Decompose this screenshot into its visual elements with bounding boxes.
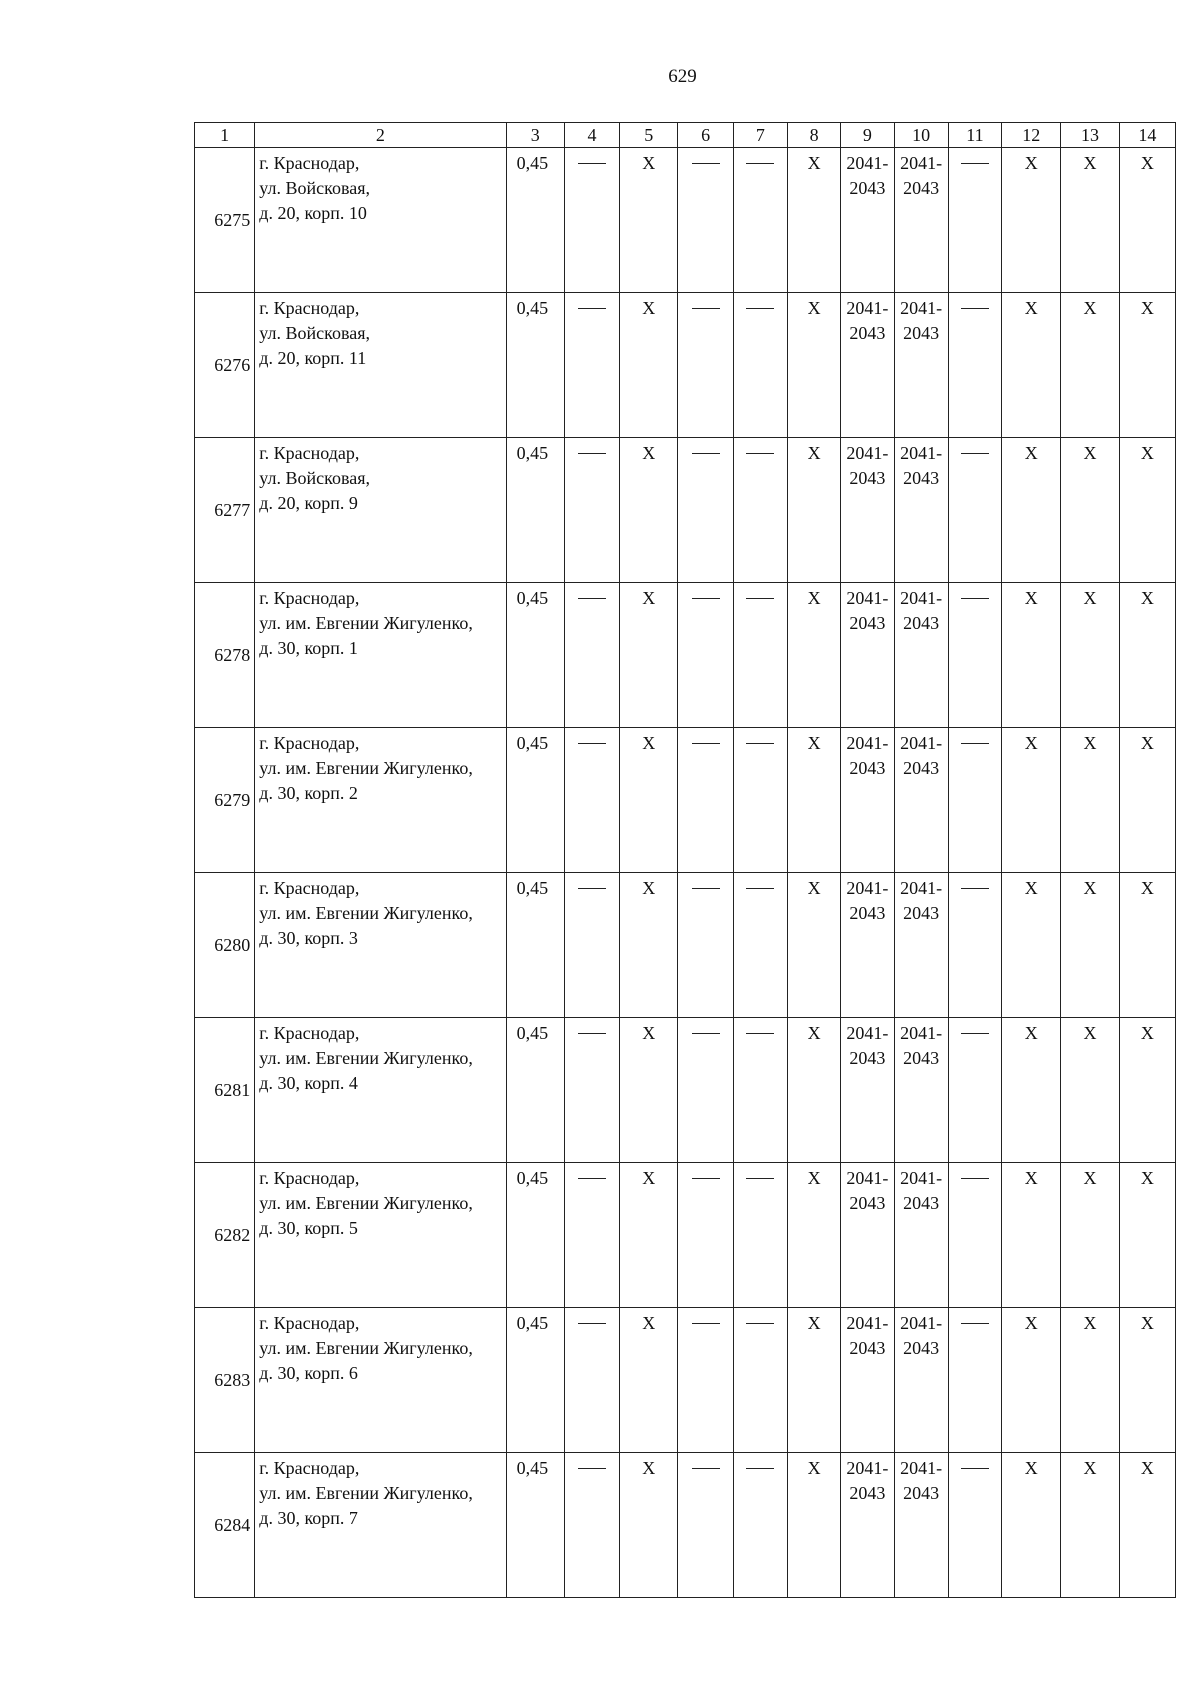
period-start: 2041- — [846, 443, 889, 463]
mark-cell: X — [1119, 583, 1175, 728]
row-number: 6283 — [195, 1308, 255, 1453]
table-row — [195, 728, 1176, 873]
dash-cell — [678, 148, 733, 293]
dash-mark — [746, 308, 774, 309]
mark-cell: X — [1119, 1453, 1175, 1598]
row-number: 6279 — [195, 728, 255, 873]
period-end: 2043 — [903, 758, 940, 778]
period-start: 2041- — [846, 1458, 889, 1478]
mark-cell: X — [787, 1018, 840, 1163]
period-end: 2043 — [903, 1048, 940, 1068]
dash-mark — [961, 1468, 989, 1469]
period-end: 2043 — [903, 178, 940, 198]
value-cell: 0,45 — [506, 1018, 564, 1163]
mark-cell: X — [1002, 728, 1061, 873]
address-building: д. 30, корп. 4 — [259, 1073, 358, 1093]
period-start: 2041- — [900, 1313, 943, 1333]
mark-cell: X — [1061, 438, 1119, 583]
dash-mark — [578, 163, 606, 164]
mark-cell: X — [620, 1018, 678, 1163]
address-street: ул. им. Евгении Жигуленко, — [259, 758, 473, 778]
dash-cell — [733, 583, 787, 728]
row-number: 6282 — [195, 1163, 255, 1308]
address-street: ул. им. Евгении Жигуленко, — [259, 1338, 473, 1358]
address-city: г. Краснодар, — [259, 1313, 360, 1333]
value-cell: 0,45 — [506, 148, 564, 293]
dash-mark — [961, 888, 989, 889]
dash-mark — [692, 743, 720, 744]
dash-mark — [746, 598, 774, 599]
period-start: 2041- — [846, 1023, 889, 1043]
mark-cell: X — [620, 1308, 678, 1453]
dash-mark — [961, 743, 989, 744]
table-row — [195, 148, 1176, 293]
period-start: 2041- — [846, 588, 889, 608]
mark-cell: X — [787, 873, 840, 1018]
address-building: д. 30, корп. 5 — [259, 1218, 358, 1238]
mark-cell: X — [1061, 728, 1119, 873]
period-start: 2041- — [846, 298, 889, 318]
period-start: 2041- — [846, 1313, 889, 1333]
address-cell — [255, 1308, 506, 1453]
dash-cell — [948, 1308, 1001, 1453]
dash-cell — [948, 1018, 1001, 1163]
period-cell — [894, 438, 948, 583]
period-end: 2043 — [849, 323, 886, 343]
dash-mark — [578, 888, 606, 889]
value-cell: 0,45 — [506, 583, 564, 728]
address-street: ул. им. Евгении Жигуленко, — [259, 1483, 473, 1503]
mark-cell: X — [1119, 1018, 1175, 1163]
mark-cell: X — [1061, 1308, 1119, 1453]
mark-cell: X — [1119, 438, 1175, 583]
address-cell — [255, 873, 506, 1018]
dash-cell — [678, 438, 733, 583]
value-cell: 0,45 — [506, 873, 564, 1018]
column-header: 10 — [894, 123, 948, 148]
dash-mark — [692, 1323, 720, 1324]
page-number: 629 — [668, 66, 697, 87]
mark-cell: X — [1061, 1018, 1119, 1163]
dash-mark — [746, 1323, 774, 1324]
mark-cell: X — [1119, 728, 1175, 873]
mark-cell: X — [1002, 1453, 1061, 1598]
row-number: 6277 — [195, 438, 255, 583]
period-cell — [841, 728, 894, 873]
row-number: 6276 — [195, 293, 255, 438]
mark-cell: X — [787, 148, 840, 293]
mark-cell: X — [1119, 1308, 1175, 1453]
address-city: г. Краснодар, — [259, 1458, 360, 1478]
period-end: 2043 — [849, 468, 886, 488]
period-end: 2043 — [903, 1483, 940, 1503]
dash-mark — [692, 888, 720, 889]
table-row — [195, 438, 1176, 583]
address-street: ул. Войсковая, — [259, 468, 370, 488]
column-header: 12 — [1002, 123, 1061, 148]
address-street: ул. Войсковая, — [259, 323, 370, 343]
row-number: 6281 — [195, 1018, 255, 1163]
address-street: ул. им. Евгении Жигуленко, — [259, 1048, 473, 1068]
dash-cell — [564, 1163, 619, 1308]
column-header: 3 — [506, 123, 564, 148]
period-start: 2041- — [900, 1023, 943, 1043]
dash-cell — [733, 1308, 787, 1453]
mark-cell: X — [1119, 873, 1175, 1018]
column-header: 6 — [678, 123, 733, 148]
address-cell — [255, 293, 506, 438]
period-end: 2043 — [903, 1193, 940, 1213]
dash-cell — [733, 293, 787, 438]
dash-cell — [678, 873, 733, 1018]
dash-cell — [678, 1308, 733, 1453]
dash-mark — [961, 1178, 989, 1179]
dash-mark — [578, 308, 606, 309]
address-cell — [255, 728, 506, 873]
period-cell — [841, 148, 894, 293]
mark-cell: X — [1002, 873, 1061, 1018]
period-start: 2041- — [900, 1168, 943, 1188]
mark-cell: X — [1061, 1453, 1119, 1598]
dash-cell — [678, 293, 733, 438]
period-start: 2041- — [900, 1458, 943, 1478]
dash-cell — [564, 1308, 619, 1453]
dash-cell — [678, 1018, 733, 1163]
dash-mark — [746, 888, 774, 889]
dash-cell — [948, 728, 1001, 873]
mark-cell: X — [1002, 1163, 1061, 1308]
mark-cell: X — [620, 1453, 678, 1598]
dash-mark — [692, 598, 720, 599]
column-header: 11 — [948, 123, 1001, 148]
row-number: 6275 — [195, 148, 255, 293]
dash-mark — [746, 1033, 774, 1034]
dash-cell — [678, 728, 733, 873]
row-number: 6278 — [195, 583, 255, 728]
dash-cell — [948, 1453, 1001, 1598]
address-building: д. 30, корп. 3 — [259, 928, 358, 948]
address-cell — [255, 1453, 506, 1598]
address-cell — [255, 583, 506, 728]
value-cell: 0,45 — [506, 728, 564, 873]
row-number: 6284 — [195, 1453, 255, 1598]
mark-cell: X — [620, 873, 678, 1018]
value-cell: 0,45 — [506, 438, 564, 583]
address-city: г. Краснодар, — [259, 1168, 360, 1188]
period-end: 2043 — [903, 468, 940, 488]
table-row — [195, 583, 1176, 728]
mark-cell: X — [1002, 583, 1061, 728]
period-cell — [841, 583, 894, 728]
dash-mark — [746, 1468, 774, 1469]
column-header: 4 — [564, 123, 619, 148]
period-start: 2041- — [900, 588, 943, 608]
mark-cell: X — [620, 1163, 678, 1308]
period-end: 2043 — [849, 758, 886, 778]
dash-mark — [578, 453, 606, 454]
column-header: 9 — [841, 123, 894, 148]
period-cell — [841, 1018, 894, 1163]
mark-cell: X — [620, 438, 678, 583]
dash-mark — [746, 743, 774, 744]
period-end: 2043 — [849, 1048, 886, 1068]
address-building: д. 30, корп. 7 — [259, 1508, 358, 1528]
dash-cell — [948, 148, 1001, 293]
dash-mark — [578, 598, 606, 599]
dash-mark — [578, 1178, 606, 1179]
dash-mark — [578, 1323, 606, 1324]
mark-cell: X — [620, 293, 678, 438]
period-cell — [841, 1453, 894, 1598]
dash-mark — [961, 308, 989, 309]
mark-cell: X — [1002, 293, 1061, 438]
dash-cell — [678, 1163, 733, 1308]
dash-mark — [692, 163, 720, 164]
dash-cell — [678, 1453, 733, 1598]
table-row — [195, 1453, 1176, 1598]
table-row — [195, 293, 1176, 438]
row-number: 6280 — [195, 873, 255, 1018]
address-building: д. 30, корп. 2 — [259, 783, 358, 803]
address-city: г. Краснодар, — [259, 878, 360, 898]
period-end: 2043 — [849, 903, 886, 923]
dash-cell — [948, 293, 1001, 438]
mark-cell: X — [1061, 1163, 1119, 1308]
period-start: 2041- — [846, 153, 889, 173]
dash-mark — [961, 163, 989, 164]
dash-cell — [948, 873, 1001, 1018]
mark-cell: X — [1061, 583, 1119, 728]
dash-cell — [678, 583, 733, 728]
mark-cell: X — [787, 1163, 840, 1308]
mark-cell: X — [1119, 293, 1175, 438]
address-city: г. Краснодар, — [259, 1023, 360, 1043]
period-start: 2041- — [900, 878, 943, 898]
address-city: г. Краснодар, — [259, 153, 360, 173]
dash-cell — [948, 583, 1001, 728]
mark-cell: X — [1061, 293, 1119, 438]
dash-cell — [948, 438, 1001, 583]
address-building: д. 30, корп. 1 — [259, 638, 358, 658]
dash-mark — [746, 453, 774, 454]
period-end: 2043 — [903, 613, 940, 633]
address-city: г. Краснодар, — [259, 443, 360, 463]
period-end: 2043 — [903, 323, 940, 343]
register-table — [194, 122, 1176, 1598]
address-city: г. Краснодар, — [259, 733, 360, 753]
mark-cell: X — [787, 1453, 840, 1598]
mark-cell: X — [1002, 1018, 1061, 1163]
period-start: 2041- — [900, 153, 943, 173]
dash-cell — [733, 1163, 787, 1308]
dash-cell — [948, 1163, 1001, 1308]
address-cell — [255, 438, 506, 583]
address-street: ул. Войсковая, — [259, 178, 370, 198]
column-header: 13 — [1061, 123, 1119, 148]
period-cell — [841, 1308, 894, 1453]
dash-cell — [564, 728, 619, 873]
period-cell — [894, 1453, 948, 1598]
value-cell: 0,45 — [506, 1163, 564, 1308]
mark-cell: X — [1061, 873, 1119, 1018]
dash-cell — [733, 873, 787, 1018]
dash-mark — [746, 1178, 774, 1179]
dash-mark — [961, 598, 989, 599]
dash-mark — [578, 743, 606, 744]
dash-mark — [578, 1033, 606, 1034]
address-cell — [255, 1018, 506, 1163]
mark-cell: X — [1119, 1163, 1175, 1308]
dash-mark — [961, 453, 989, 454]
dash-cell — [733, 728, 787, 873]
period-end: 2043 — [903, 1338, 940, 1358]
dash-mark — [578, 1468, 606, 1469]
period-cell — [894, 583, 948, 728]
table-row — [195, 1018, 1176, 1163]
period-cell — [841, 873, 894, 1018]
mark-cell: X — [620, 728, 678, 873]
address-cell — [255, 148, 506, 293]
period-end: 2043 — [849, 1193, 886, 1213]
dash-cell — [564, 873, 619, 1018]
dash-cell — [564, 293, 619, 438]
mark-cell: X — [620, 583, 678, 728]
dash-cell — [564, 438, 619, 583]
period-start: 2041- — [900, 298, 943, 318]
value-cell: 0,45 — [506, 293, 564, 438]
address-street: ул. им. Евгении Жигуленко, — [259, 1193, 473, 1213]
period-cell — [894, 728, 948, 873]
mark-cell: X — [1002, 148, 1061, 293]
period-cell — [894, 1163, 948, 1308]
mark-cell: X — [1002, 1308, 1061, 1453]
dash-mark — [692, 1033, 720, 1034]
address-cell — [255, 1163, 506, 1308]
column-header: 1 — [195, 123, 255, 148]
column-header: 5 — [620, 123, 678, 148]
period-cell — [894, 148, 948, 293]
dash-cell — [564, 148, 619, 293]
dash-cell — [733, 1018, 787, 1163]
period-end: 2043 — [903, 903, 940, 923]
period-start: 2041- — [900, 443, 943, 463]
mark-cell: X — [1002, 438, 1061, 583]
period-cell — [894, 293, 948, 438]
period-cell — [894, 873, 948, 1018]
dash-mark — [692, 1178, 720, 1179]
period-cell — [894, 1308, 948, 1453]
dash-cell — [564, 583, 619, 728]
dash-cell — [733, 1453, 787, 1598]
period-start: 2041- — [846, 1168, 889, 1188]
period-end: 2043 — [849, 178, 886, 198]
address-building: д. 20, корп. 10 — [259, 203, 367, 223]
mark-cell: X — [787, 583, 840, 728]
mark-cell: X — [787, 438, 840, 583]
dash-mark — [692, 1468, 720, 1469]
column-header: 14 — [1119, 123, 1175, 148]
table-row — [195, 1163, 1176, 1308]
dash-cell — [564, 1453, 619, 1598]
period-start: 2041- — [846, 878, 889, 898]
dash-cell — [733, 438, 787, 583]
table-row — [195, 1308, 1176, 1453]
period-end: 2043 — [849, 1338, 886, 1358]
address-street: ул. им. Евгении Жигуленко, — [259, 903, 473, 923]
address-city: г. Краснодар, — [259, 588, 360, 608]
period-cell — [841, 1163, 894, 1308]
dash-mark — [746, 163, 774, 164]
dash-mark — [961, 1323, 989, 1324]
column-header: 8 — [787, 123, 840, 148]
mark-cell: X — [787, 1308, 840, 1453]
period-start: 2041- — [846, 733, 889, 753]
dash-mark — [692, 453, 720, 454]
dash-cell — [733, 148, 787, 293]
address-building: д. 20, корп. 11 — [259, 348, 367, 368]
dash-cell — [564, 1018, 619, 1163]
period-cell — [841, 438, 894, 583]
mark-cell: X — [620, 148, 678, 293]
table-body — [195, 148, 1176, 1598]
period-end: 2043 — [849, 1483, 886, 1503]
address-street: ул. им. Евгении Жигуленко, — [259, 613, 473, 633]
mark-cell: X — [787, 293, 840, 438]
table-row — [195, 873, 1176, 1018]
address-building: д. 20, корп. 9 — [259, 493, 358, 513]
period-end: 2043 — [849, 613, 886, 633]
header-row — [195, 123, 1176, 148]
mark-cell: X — [1061, 148, 1119, 293]
value-cell: 0,45 — [506, 1308, 564, 1453]
dash-mark — [692, 308, 720, 309]
column-header: 7 — [733, 123, 787, 148]
address-city: г. Краснодар, — [259, 298, 360, 318]
value-cell: 0,45 — [506, 1453, 564, 1598]
period-cell — [894, 1018, 948, 1163]
column-header: 2 — [255, 123, 506, 148]
period-cell — [841, 293, 894, 438]
mark-cell: X — [1119, 148, 1175, 293]
mark-cell: X — [787, 728, 840, 873]
address-building: д. 30, корп. 6 — [259, 1363, 358, 1383]
dash-mark — [961, 1033, 989, 1034]
period-start: 2041- — [900, 733, 943, 753]
